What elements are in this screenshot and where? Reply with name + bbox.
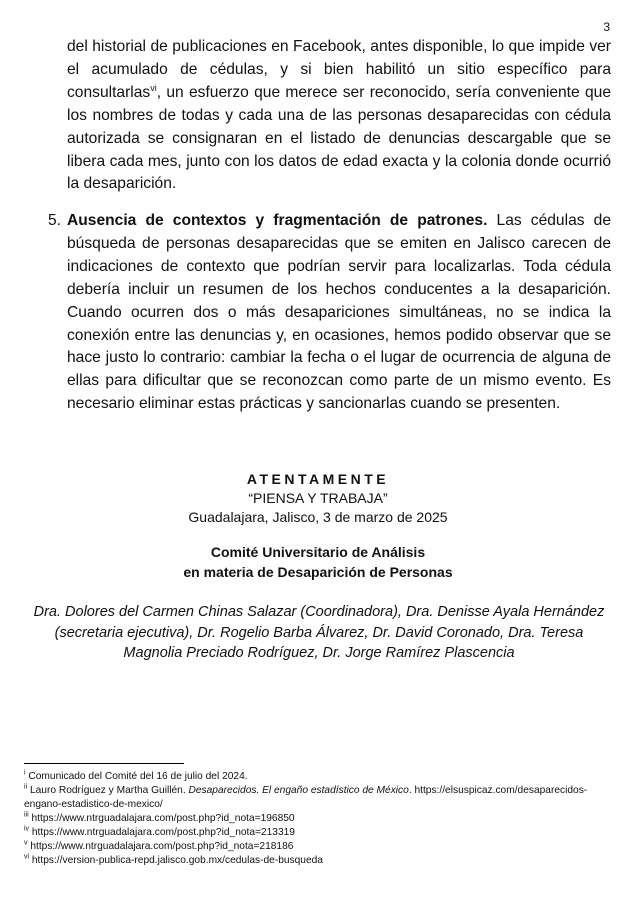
- paragraph-continuation: [67, 36, 611, 196]
- motto: “PIENSA Y TRABAJA”: [248, 490, 388, 506]
- footnote-mark: iii: [24, 811, 29, 819]
- salutation: ATENTAMENTE: [246, 471, 390, 487]
- footnote-divider: [24, 763, 184, 764]
- footnote-link[interactable]: . https://elsuspicaz.com/desaparecidos-: [408, 785, 588, 796]
- footnote-mark: iv: [24, 825, 30, 833]
- footnote-mark: vi: [24, 853, 30, 861]
- paragraph-text: del historial de publicaciones en Facebook, antes disponible, lo que impide ver el acumulado de cédulas, y si bien habilitó un sitio específico para consultarlas: [67, 38, 611, 101]
- list-item-5: [48, 210, 611, 416]
- committee-line-1: Comité Universitario de Análisis: [210, 544, 426, 560]
- footnote-text: Lauro Rodríguez y Martha Guillén.: [27, 785, 189, 796]
- members-list: Dra. Dolores del Carmen Chinas Salazar (Coordinadora), Dra. Denisse Ayala Hernández (secretaria ejecutiva), Dr. Rogelio Barba Álvarez, Dr. David Coronado, Dra. Teresa Magnolia Preciado Rodríguez, Dr. Jorge Ramírez Plascencia: [33, 604, 605, 661]
- footnote-mark: ii: [24, 783, 28, 791]
- paragraph-text-cont: , un esfuerzo que merece ser reconocido, sería conveniente que los nombres de todas y cada una de las personas desaparecidas con cédula autorizada se consignaran en el listado de denuncias descargable que se libera cada mes, junto con los datos de edad exacta y la colonia donde ocurrió la desaparición.: [67, 83, 611, 193]
- footnote-link[interactable]: https://version-publica-repd.jalisco.gob.mx/cedulas-de-busqueda: [29, 855, 323, 866]
- item-text: Las cédulas de búsqueda de personas desaparecidas que se emiten en Jalisco carecen de indicaciones de contexto que podrían servir para localizarlas. Toda cédula debería incluir un resumen de los hechos conducentes a la desaparición. Cuando ocurren dos o más desapariciones simultáneas, no se indica la conexión entre las denuncias y, en ocasiones, hemos podido observar que se hace justo lo contrario: cambiar la fecha o el lugar de ocurrencia de alguna de ellas para dificultar que se reconozcan como parte de un mismo evento. Es necesario eliminar estas prácticas y sancionarlas cuando se presenten.: [67, 212, 611, 413]
- footnote-title: Desaparecidos. El engaño estadístico de México: [188, 785, 409, 796]
- footnote-ref: vi: [150, 82, 157, 93]
- place-date: Guadalajara, Jalisco, 3 de marzo de 2025: [188, 509, 448, 525]
- closing-block: [0, 470, 636, 527]
- list-number: 5.: [48, 212, 62, 229]
- page-number: 3: [603, 20, 610, 34]
- footnote: [24, 840, 614, 854]
- footnote-mark: i: [24, 769, 26, 777]
- footnote: [24, 784, 614, 798]
- footnote-link[interactable]: https://www.ntrguadalajara.com/post.php?id_nota=196850: [28, 813, 295, 824]
- footnote-link[interactable]: https://www.ntrguadalajara.com/post.php?id_nota=213319: [29, 827, 295, 838]
- footnote-link[interactable]: https://www.ntrguadalajara.com/post.php?id_nota=218186: [27, 841, 294, 852]
- item-heading: Ausencia de contextos y fragmentación de patrones.: [67, 212, 488, 229]
- footnote: [24, 770, 614, 784]
- footnote: [24, 826, 614, 840]
- footnote-mark: v: [24, 839, 28, 847]
- footnote-text: Comunicado del Comité del 16 de julio del 2024.: [25, 771, 248, 782]
- footnote: [24, 854, 614, 868]
- footnote: [24, 812, 614, 826]
- committee-name: [0, 542, 636, 582]
- footnotes: [24, 770, 614, 868]
- footnote-continuation[interactable]: engano-estadistico-de-mexico/: [24, 799, 163, 810]
- committee-line-2: en materia de Desaparición de Personas: [183, 564, 453, 580]
